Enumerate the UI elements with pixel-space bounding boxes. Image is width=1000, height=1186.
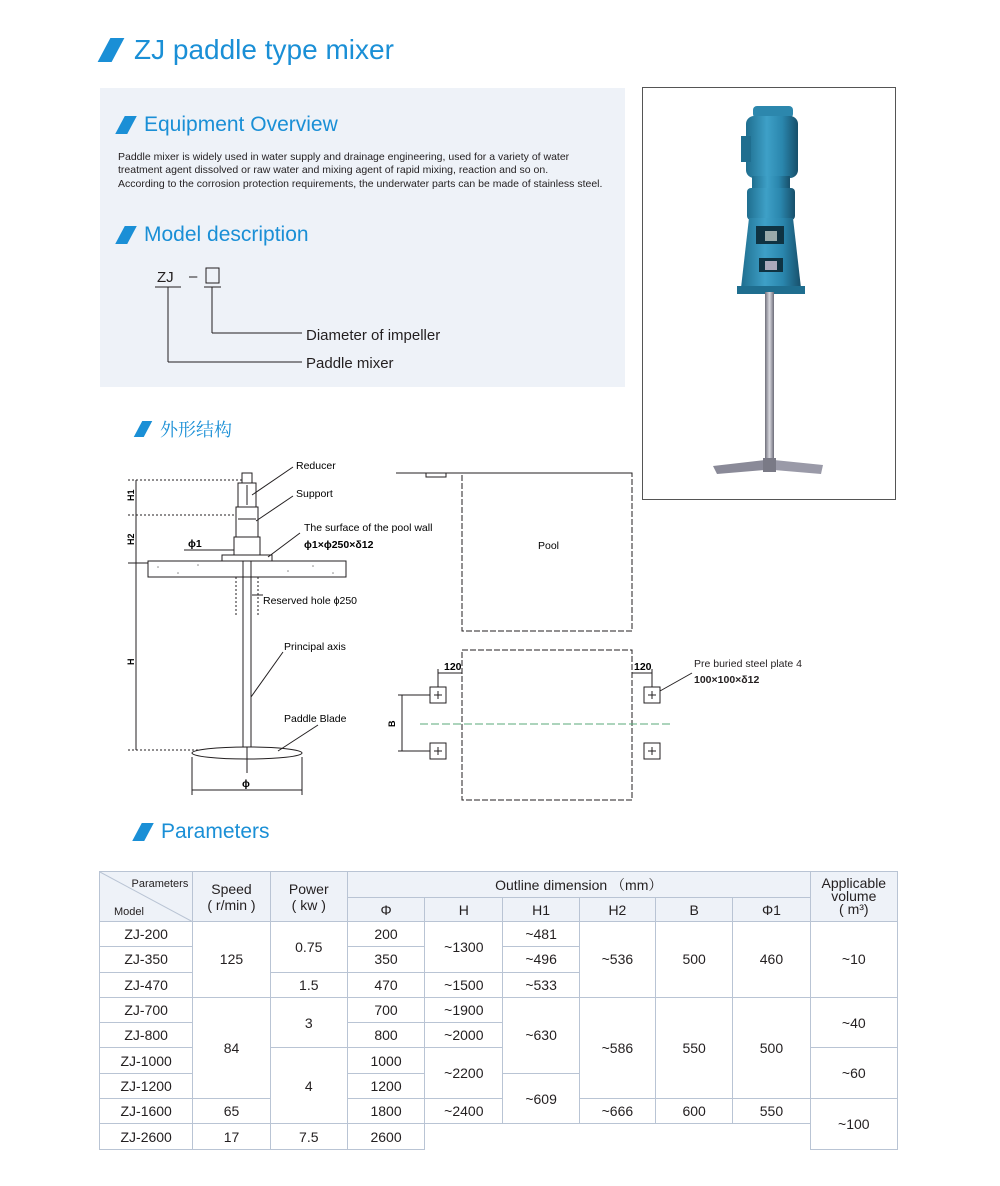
table-row — [100, 1099, 898, 1124]
label-paddle-blade: Paddle Blade — [284, 713, 347, 725]
model-heading-text: Model description — [144, 223, 309, 246]
structure-heading-text: 外形结构 — [160, 420, 232, 440]
cell-power: 1.5 — [270, 972, 347, 997]
label-paddle: Paddle mixer — [306, 355, 394, 372]
cell-h2: ~666 — [579, 1099, 655, 1124]
cell-h1: ~481 — [503, 922, 579, 947]
label-steel-plate-dims: 100×100×δ12 — [694, 674, 760, 686]
cell-model: ZJ-200 — [100, 922, 193, 947]
cell-phi1: 550 — [733, 1099, 810, 1124]
cell-b: 550 — [656, 997, 733, 1098]
model-box — [206, 268, 219, 283]
label-steel-plate: Pre buried steel plate 4 — [694, 658, 802, 670]
mixer-illustration — [643, 88, 895, 499]
label-phi: ϕ — [242, 778, 250, 790]
header-h1: H1 — [503, 898, 579, 922]
header-speed: Speed ( r/min ) — [193, 872, 270, 922]
pool-plan-drawing — [380, 465, 700, 805]
heading-slash-icon — [132, 823, 154, 841]
cell-power: 7.5 — [270, 1124, 347, 1149]
table-row — [100, 1124, 898, 1149]
cell-model: ZJ-350 — [100, 947, 193, 972]
page-title — [104, 34, 394, 66]
header-h2: H2 — [579, 898, 655, 922]
label-reducer: Reducer — [296, 460, 336, 472]
heading-slash-icon — [134, 421, 153, 437]
cell-model: ZJ-2600 — [100, 1124, 193, 1149]
cell-h: ~1900 — [425, 997, 503, 1022]
structure-heading — [138, 416, 232, 442]
cell-phi: 2600 — [347, 1124, 424, 1149]
label-principal-axis: Principal axis — [284, 641, 346, 653]
label-h: H — [126, 658, 136, 665]
label-support: Support — [296, 488, 333, 500]
cell-h1: ~533 — [503, 972, 579, 997]
table-row — [100, 922, 898, 947]
cell-h2: ~536 — [579, 922, 655, 998]
label-h1: H1 — [126, 489, 136, 501]
cell-h1: ~609 — [503, 1073, 579, 1124]
cell-model: ZJ-470 — [100, 972, 193, 997]
cell-volume: ~40 — [810, 997, 897, 1048]
label-plate-dims: ϕ1×ϕ250×δ12 — [304, 539, 374, 551]
cell-h: ~1500 — [425, 972, 503, 997]
cell-b: 600 — [656, 1099, 733, 1124]
overview-paragraph-1: Paddle mixer is widely used in water supply and drainage engineering, used for a variety of water treatment agent dissolved or raw water and mixing agent of rapid mixing, reaction and so on. — [118, 151, 570, 177]
title-slash-icon — [98, 38, 125, 62]
cell-phi: 470 — [347, 972, 424, 997]
cell-h: ~2000 — [425, 1023, 503, 1048]
cell-speed: 17 — [193, 1124, 270, 1149]
label-pool-wall: The surface of the pool wall — [304, 522, 433, 534]
cell-empty — [425, 1124, 810, 1149]
cell-phi: 350 — [347, 947, 424, 972]
label-phi1: ϕ1 — [188, 538, 202, 550]
cell-model: ZJ-1200 — [100, 1073, 193, 1098]
product-photo — [642, 87, 896, 500]
model-heading — [120, 223, 309, 247]
model-code: ZJ — [157, 269, 174, 286]
cell-volume: ~100 — [810, 1099, 897, 1150]
cell-h: ~2200 — [425, 1048, 503, 1099]
cell-model: ZJ-800 — [100, 1023, 193, 1048]
cell-h1: ~630 — [503, 997, 579, 1073]
cell-power: 4 — [270, 1048, 347, 1124]
header-phi: Φ — [347, 898, 424, 922]
label-120-right: 120 — [634, 661, 652, 673]
cell-h: ~2400 — [425, 1099, 503, 1124]
parameters-table — [99, 871, 898, 1150]
header-power: Power ( kw ) — [270, 872, 347, 922]
model-description-diagram — [140, 260, 470, 375]
table-row — [100, 997, 898, 1022]
parameters-heading — [137, 820, 270, 844]
overview-text — [118, 151, 608, 191]
cell-phi: 1000 — [347, 1048, 424, 1073]
cell-power: 0.75 — [270, 922, 347, 973]
cell-h2: ~586 — [579, 997, 655, 1098]
page-title-text: ZJ paddle type mixer — [134, 34, 394, 65]
corner-model: Model — [114, 906, 144, 918]
overview-heading-text: Equipment Overview — [144, 113, 338, 136]
cell-phi: 200 — [347, 922, 424, 947]
cell-phi: 700 — [347, 997, 424, 1022]
cell-h: ~1300 — [425, 922, 503, 973]
cell-power: 3 — [270, 997, 347, 1048]
cell-phi: 800 — [347, 1023, 424, 1048]
header-b: B — [656, 898, 733, 922]
cell-phi: 1200 — [347, 1073, 424, 1098]
cell-phi1: 460 — [733, 922, 810, 998]
cell-h1: ~496 — [503, 947, 579, 972]
label-h2: H2 — [126, 533, 136, 545]
corner-parameters: Parameters — [131, 878, 189, 890]
label-120-left: 120 — [444, 661, 462, 673]
header-volume: Applicable volume ( m³) — [810, 872, 897, 922]
cell-volume: ~10 — [810, 922, 897, 998]
overview-paragraph-2: According to the corrosion protection requirements, the underwater parts can be made of stainless steel. — [118, 177, 603, 190]
header-h: H — [425, 898, 503, 922]
model-dash: – — [189, 268, 198, 285]
cell-speed: 125 — [193, 922, 270, 998]
parameters-heading-text: Parameters — [161, 820, 270, 843]
label-pool: Pool — [538, 540, 560, 552]
label-diameter: Diameter of impeller — [306, 327, 441, 344]
header-phi1: Φ1 — [733, 898, 810, 922]
cell-speed: 65 — [193, 1099, 270, 1124]
overview-heading — [120, 113, 338, 137]
cell-speed: 84 — [193, 997, 270, 1098]
label-reserved-hole: Reserved hole ϕ250 — [263, 595, 358, 607]
corner-header-cell — [100, 872, 193, 922]
cell-model: ZJ-1600 — [100, 1099, 193, 1124]
cell-phi1: 500 — [733, 997, 810, 1098]
cell-volume: ~60 — [810, 1048, 897, 1099]
cell-model: ZJ-700 — [100, 997, 193, 1022]
header-outline: Outline dimension （mm） — [347, 872, 810, 898]
label-b: B — [387, 720, 397, 727]
cell-b: 500 — [656, 922, 733, 998]
cell-model: ZJ-1000 — [100, 1048, 193, 1073]
cell-phi: 1800 — [347, 1099, 424, 1124]
